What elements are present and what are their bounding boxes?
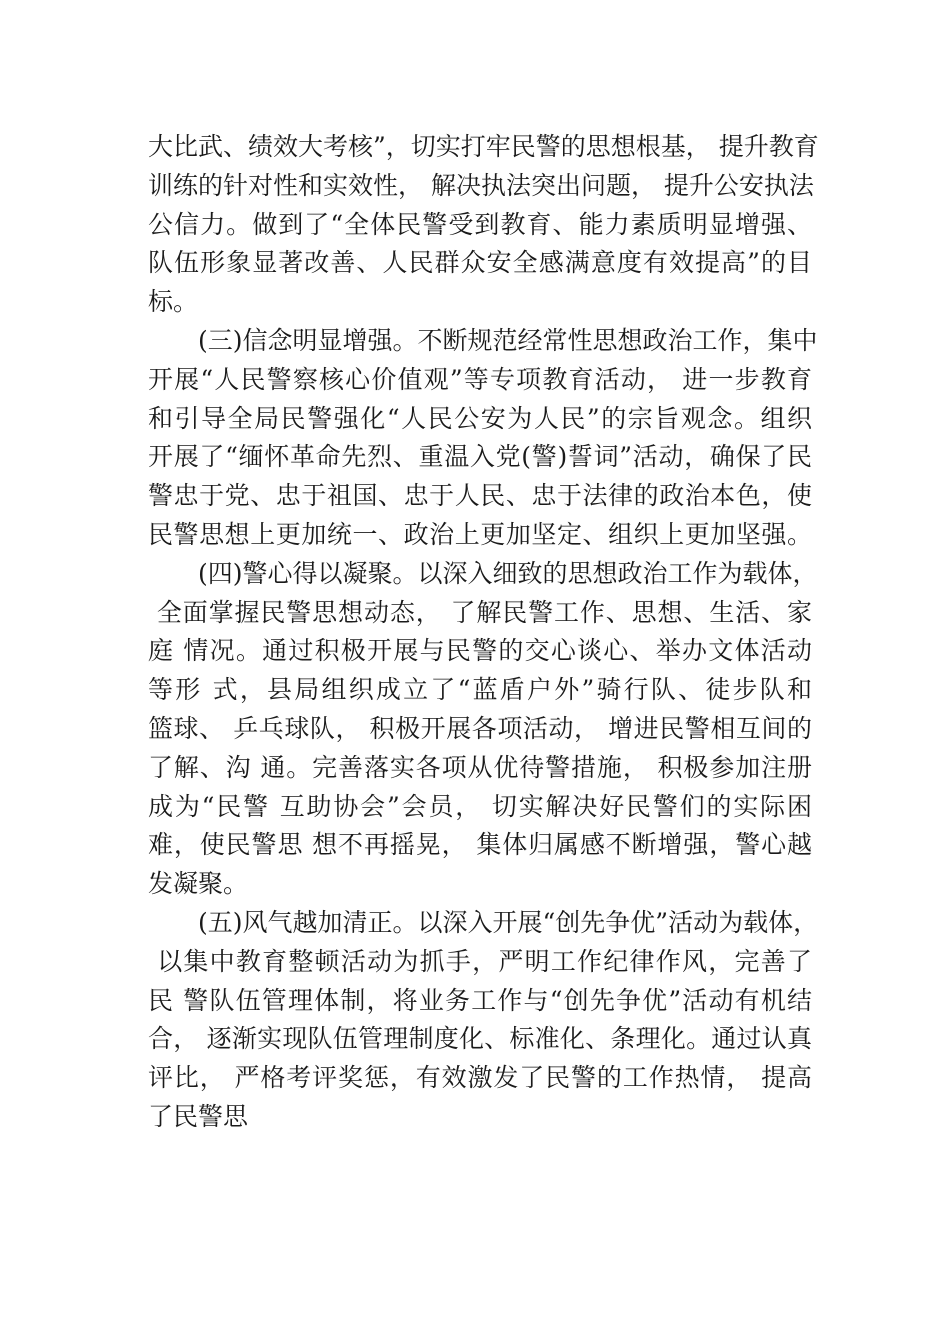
text-line: 队伍形象显著改善、人民群众安全感满意度有效提高”的目 [148, 248, 812, 278]
text-line: 警忠于党、忠于祖国、忠于人民、忠于法律的政治本色，使 [148, 481, 812, 511]
text-line: 民警思想上更加统一、政治上更加坚定、组织上更加坚强。 [148, 519, 812, 549]
text-line: 开展了“缅怀革命先烈、重温入党(警)誓词”活动，确保了民 [148, 442, 812, 472]
text-line: 开展“人民警察核心价值观”等专项教育活动， 进一步教育 [148, 364, 812, 394]
text-line: 庭 情况。通过积极开展与民警的交心谈心、举办文体活动 [148, 636, 812, 666]
text-line: 难，使民警思 想不再摇晃， 集体归属感不断增强，警心越 [148, 830, 812, 860]
paragraph-section-5 [148, 904, 819, 1137]
paragraph-heading-line: (三)信念明显增强。不断规范经常性思想政治工作，集中 [198, 325, 818, 355]
text-line: 篮球、 乒乓球队， 积极开展各项活动， 增进民警相互间的 [148, 713, 812, 743]
text-line: 民 警队伍管理体制，将业务工作与“创先争优”活动有机结 [148, 985, 812, 1015]
paragraph-continued [148, 128, 819, 322]
paragraph-section-3 [148, 322, 818, 555]
text-line: 发凝聚。 [148, 869, 249, 899]
text-line: 合， 逐渐实现队伍管理制度化、标准化、条理化。通过认真 [148, 1024, 812, 1054]
paragraph-heading-line: (五)风气越加清正。以深入开展“创先争优”活动为载体， [198, 907, 819, 937]
text-line: 训练的针对性和实效性， 解决执法突出问题， 提升公安执法 [148, 170, 814, 200]
text-line: 公信力。做到了“全体民警受到教育、能力素质明显增强、 [148, 209, 812, 239]
text-line: 标。 [148, 287, 199, 317]
paragraph-section-4 [148, 555, 818, 904]
text-line: 全面掌握民警思想动态， 了解民警工作、思想、生活、家 [148, 597, 812, 627]
text-line: 以集中教育整顿活动为抓手，严明工作纪律作风，完善了 [148, 946, 812, 976]
text-line: 成为“民警 互助协会”会员， 切实解决好民警们的实际困 [148, 791, 812, 821]
document-body [148, 128, 819, 1137]
text-line: 大比武、绩效大考核”，切实打牢民警的思想根基， 提升教育 [148, 132, 819, 161]
text-line: 了民警思 [148, 1101, 249, 1131]
text-line: 评比， 严格考评奖惩，有效激发了民警的工作热情， 提高 [148, 1063, 812, 1093]
text-line: 和引导全局民警强化“人民公安为人民”的宗旨观念。组织 [148, 403, 812, 433]
text-line: 了解、沟 通。完善落实各项从优待警措施， 积极参加注册 [148, 752, 812, 782]
paragraph-heading-line: (四)警心得以凝聚。以深入细致的思想政治工作为载体， [198, 558, 818, 588]
text-line: 等形 式，县局组织成立了“蓝盾户外”骑行队、徒步队和 [148, 675, 812, 705]
